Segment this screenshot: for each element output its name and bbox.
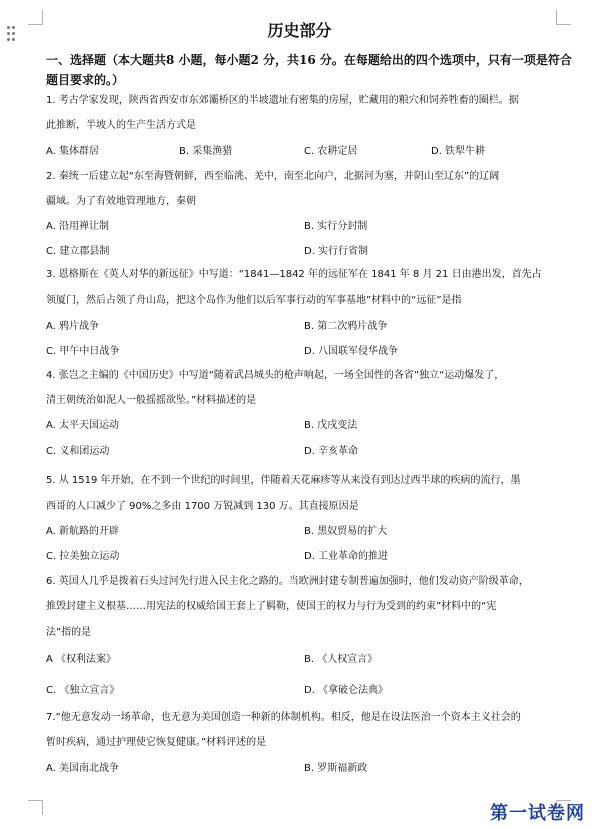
question-2-option-b[interactable]: B. 实行分封制 [304,221,368,232]
section-heading: 一、选择题（本大题共8 小题，每小题2 分，共16 分。在每题给出的四个选项中，只有一项是符合题目要求的。） [46,53,572,87]
question-2-option-a[interactable]: A. 沿用禅让制 [46,221,110,232]
question-1-option-a[interactable]: A. 集体群居 [46,146,100,157]
question-7-line-1: 7.”他无意发动一场革命，也无意为美国创造一种新的体制机构。相反，他是在设法医治一个资本主义社会的 [46,712,521,723]
question-6-line-3: 法”指的是 [46,627,92,638]
question-6-option-b[interactable]: B. 《人权宣言》 [304,654,378,665]
question-3-option-a[interactable]: A. 鸦片战争 [46,321,100,332]
question-3-line-2: 领厦门，然后占领了舟山岛，把这个岛作为他们以后军事行动的军事基地”材料中的“远征”是指 [46,295,462,306]
question-5-line-2: 西哥的人口减少了 90%之多由 1700 万锐减到 130 万。其直接原因是 [46,501,359,512]
question-4-option-c[interactable]: C. 义和团运动 [46,446,110,457]
question-4-line-1: 4. 张岂之主编的《中国历史》中写道“随着武昌城头的枪声响起，一场全国性的各省”独立“运动爆发了， [46,370,505,381]
question-1-line-2: 此推断，半坡人的生产生活方式是 [46,120,196,131]
question-7-line-2: 暂时疾病，通过护理使它恢复健康。”材料评述的是 [46,737,267,748]
question-3-option-c[interactable]: C. 甲午中日战争 [46,346,120,357]
site-watermark: 第一试卷网 [490,803,585,824]
question-3-option-b[interactable]: B. 第二次鸦片战争 [304,321,388,332]
question-6-option-d[interactable]: D. 《拿破仑法典》 [304,685,389,696]
page-corner-mark-bottom-left [28,800,43,815]
question-5-option-c[interactable]: C. 拉美独立运动 [46,551,120,562]
question-1-option-b[interactable]: B. 采集渔猎 [179,146,233,157]
question-6-option-a[interactable]: A 《权利法案》 [46,654,117,665]
question-4-line-2: 清王朝统治如泥人一般摇摇欲坠。”材料描述的是 [46,395,257,406]
page-title: 历史部分 [267,21,332,40]
question-3-option-d[interactable]: D. 八国联军侵华战争 [304,346,399,357]
question-2-option-c[interactable]: C. 建立郡县制 [46,246,110,257]
question-6-option-c[interactable]: C. 《独立宣言》 [46,685,120,696]
question-5-line-1: 5. 从 1519 年开始，在不到一个世纪的时间里，伴随着天花麻疹等从来没有到达过西半球的疾病的流行，墨 [46,475,521,486]
question-7-option-a[interactable]: A. 美国南北战争 [46,763,120,774]
question-1-line-1: 1. 考古学家发现，陕西省西安市东郊灞桥区的半坡遗址有密集的房屋，贮藏用的粮穴和饲养牲畜的圈栏。据 [46,95,519,106]
question-2-option-d[interactable]: D. 实行行省制 [304,246,369,257]
question-4-option-b[interactable]: B. 戊戌变法 [304,420,358,431]
question-6-line-1: 6. 英国人几乎是拨着石头过河先行进入民主化之路的。当欧洲封建专制普遍加强时，他们发动资产阶级革命， [46,576,529,587]
question-6-line-2: 推毁封建主义根基……用宪法的权威给国王套上了羁勒，使国王的权力与行为受到的约束”材料中的“宪 [46,601,497,612]
question-5-option-d[interactable]: D. 工业革命的推进 [304,551,389,562]
question-1-option-d[interactable]: D. 铁犁牛耕 [431,146,486,157]
question-4-option-a[interactable]: A. 太平天国运动 [46,420,120,431]
question-2-line-2: 疆域。为了有效地管理地方，秦朝 [46,196,196,207]
question-4-option-d[interactable]: D. 辛亥革命 [304,446,359,457]
question-1-option-c[interactable]: C. 农耕定居 [304,146,358,157]
question-7-option-b[interactable]: B. 罗斯福新政 [304,763,368,774]
question-5-option-b[interactable]: B. 黑奴贸易的扩大 [304,526,388,537]
question-2-line-1: 2. 秦统一后建立起“东至海暨朝鲜，西至临洮、羌中，南至北向户，北据河为塞，并阴山至辽东”的辽阔 [46,171,500,182]
question-5-option-a[interactable]: A. 新航路的开辟 [46,526,120,537]
question-3-line-1: 3. 恩格斯在《英人对华的新远征》中写道：“1841—1842 年的远征军在 1841 年 8 月 21 日由港出发，首先占 [46,269,542,280]
